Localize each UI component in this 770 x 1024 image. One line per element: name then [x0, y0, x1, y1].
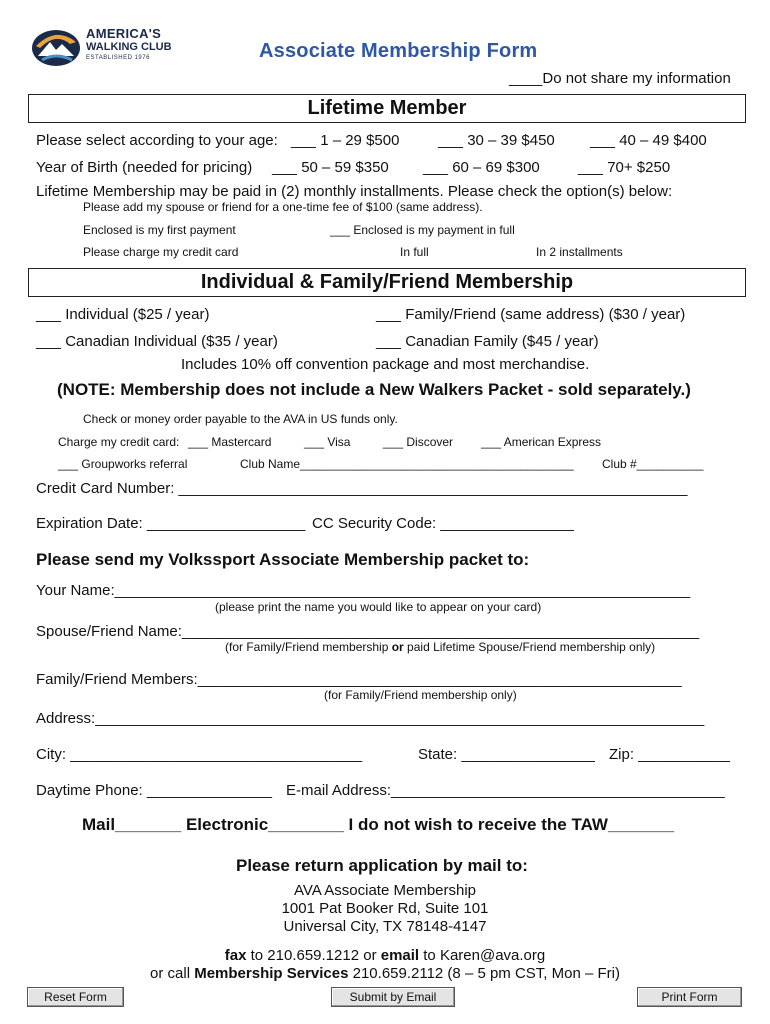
daytime-phone-field[interactable]: Daytime Phone: _______________ [36, 782, 273, 799]
age-option-1-29[interactable]: ___ 1 – 29 $500 [291, 132, 400, 149]
spouse-friend-hint: (for Family/Friend membership or paid Lifetime Spouse/Friend membership only) [225, 640, 656, 654]
charge-card-label: Charge my credit card: [58, 435, 180, 449]
mastercard-option[interactable]: ___ Mastercard [188, 435, 272, 449]
in-full-option[interactable]: In full [400, 245, 429, 259]
membership-note: (NOTE: Membership does not include a New Walkers Packet - sold separately.) [57, 380, 691, 399]
visa-option[interactable]: ___ Visa [304, 435, 351, 449]
credit-card-number-field[interactable]: Credit Card Number: _____________________________________________________________ [36, 480, 688, 497]
state-field[interactable]: State: ________________ [418, 746, 595, 763]
canadian-family-option[interactable]: ___ Canadian Family ($45 / year) [376, 333, 599, 350]
club-number-field[interactable]: Club #__________ [602, 457, 704, 471]
ava-logo [30, 24, 172, 68]
address-field[interactable]: Address:_________________________________________________________________________ [36, 710, 705, 727]
age-option-60-69[interactable]: ___ 60 – 69 $300 [423, 159, 540, 176]
check-money-order-option[interactable]: Check or money order payable to the AVA in US funds only. [83, 412, 398, 426]
expiration-date-field[interactable]: Expiration Date: ___________________ [36, 515, 306, 532]
fax-email-line: fax to 210.659.1212 or email to Karen@ava.org [224, 947, 546, 964]
logo-line-1: AMERICA'S [86, 26, 162, 41]
your-name-hint: (please print the name you would like to appear on your card) [215, 600, 542, 614]
email-address-field[interactable]: E-mail Address:________________________________________ [286, 782, 725, 799]
send-packet-heading: Please send my Volkssport Associate Membership packet to: [36, 550, 530, 569]
call-services-line: or call Membership Services 210.659.2112 (8 – 5 pm CST, Mon – Fri) [150, 965, 620, 982]
family-friend-hint: (for Family/Friend membership only) [324, 688, 517, 702]
age-prompt: Please select according to your age: [36, 132, 278, 149]
spouse-friend-name-field[interactable]: Spouse/Friend Name:______________________________________________________________ [36, 623, 700, 640]
installments-text: Lifetime Membership may be paid in (2) monthly installments. Please check the option(s) below: [36, 183, 673, 200]
groupworks-referral-option[interactable]: ___ Groupworks referral [58, 457, 188, 471]
age-option-30-39[interactable]: ___ 30 – 39 $450 [438, 132, 555, 149]
club-name-field[interactable]: Club Name_________________________________________ [240, 457, 574, 471]
charge-credit-card-option[interactable]: Please charge my credit card [83, 245, 239, 259]
age-option-40-49[interactable]: ___ 40 – 49 $400 [590, 132, 707, 149]
form-title: Associate Membership Form [259, 40, 538, 62]
american-express-option[interactable]: ___ American Express [481, 435, 602, 449]
year-of-birth-prompt: Year of Birth (needed for pricing) [36, 159, 253, 176]
enclosed-full-payment-option[interactable]: ___ Enclosed is my payment in full [330, 223, 515, 237]
do-not-share-option[interactable]: ____Do not share my information [509, 70, 731, 87]
submit-by-email-button[interactable]: Submit by Email [331, 987, 455, 1007]
city-field[interactable]: City: ___________________________________ [36, 746, 363, 763]
age-option-70-plus[interactable]: ___ 70+ $250 [578, 159, 671, 176]
logo-line-3: ESTABLISHED 1976 [86, 55, 150, 61]
return-address-line-3: Universal City, TX 78148-4147 [283, 918, 487, 935]
reset-form-button[interactable]: Reset Form [27, 987, 124, 1007]
your-name-field[interactable]: Your Name:_____________________________________________________________________ [36, 582, 691, 599]
return-heading: Please return application by mail to: [236, 856, 528, 875]
includes-discount-text: Includes 10% off convention package and most merchandise. [181, 356, 590, 373]
individual-family-heading: Individual & Family/Friend Membership [28, 268, 746, 297]
individual-option[interactable]: ___ Individual ($25 / year) [36, 306, 210, 323]
logo-line-2: WALKING CLUB [86, 41, 172, 53]
print-form-button[interactable]: Print Form [637, 987, 742, 1007]
age-option-50-59[interactable]: ___ 50 – 59 $350 [272, 159, 389, 176]
lifetime-member-heading: Lifetime Member [28, 94, 746, 123]
return-address-line-2: 1001 Pat Booker Rd, Suite 101 [281, 900, 489, 917]
security-code-field[interactable]: CC Security Code: ________________ [312, 515, 574, 532]
taw-delivery-options[interactable]: Mail_______ Electronic________ I do not wish to receive the TAW_______ [82, 815, 675, 834]
mountain-logo-icon [30, 24, 82, 68]
zip-field[interactable]: Zip: ___________ [609, 746, 730, 763]
discover-option[interactable]: ___ Discover [383, 435, 454, 449]
enclosed-first-payment-option[interactable]: Enclosed is my first payment [83, 223, 236, 237]
return-address-line-1: AVA Associate Membership [293, 882, 477, 899]
family-friend-members-field[interactable]: Family/Friend Members:__________________________________________________________ [36, 671, 682, 688]
family-friend-option[interactable]: ___ Family/Friend (same address) ($30 / year) [376, 306, 686, 323]
canadian-individual-option[interactable]: ___ Canadian Individual ($35 / year) [36, 333, 278, 350]
spouse-fee-option[interactable]: Please add my spouse or friend for a one-time fee of $100 (same address). [83, 200, 487, 214]
in-2-installments-option[interactable]: In 2 installments [536, 245, 623, 259]
